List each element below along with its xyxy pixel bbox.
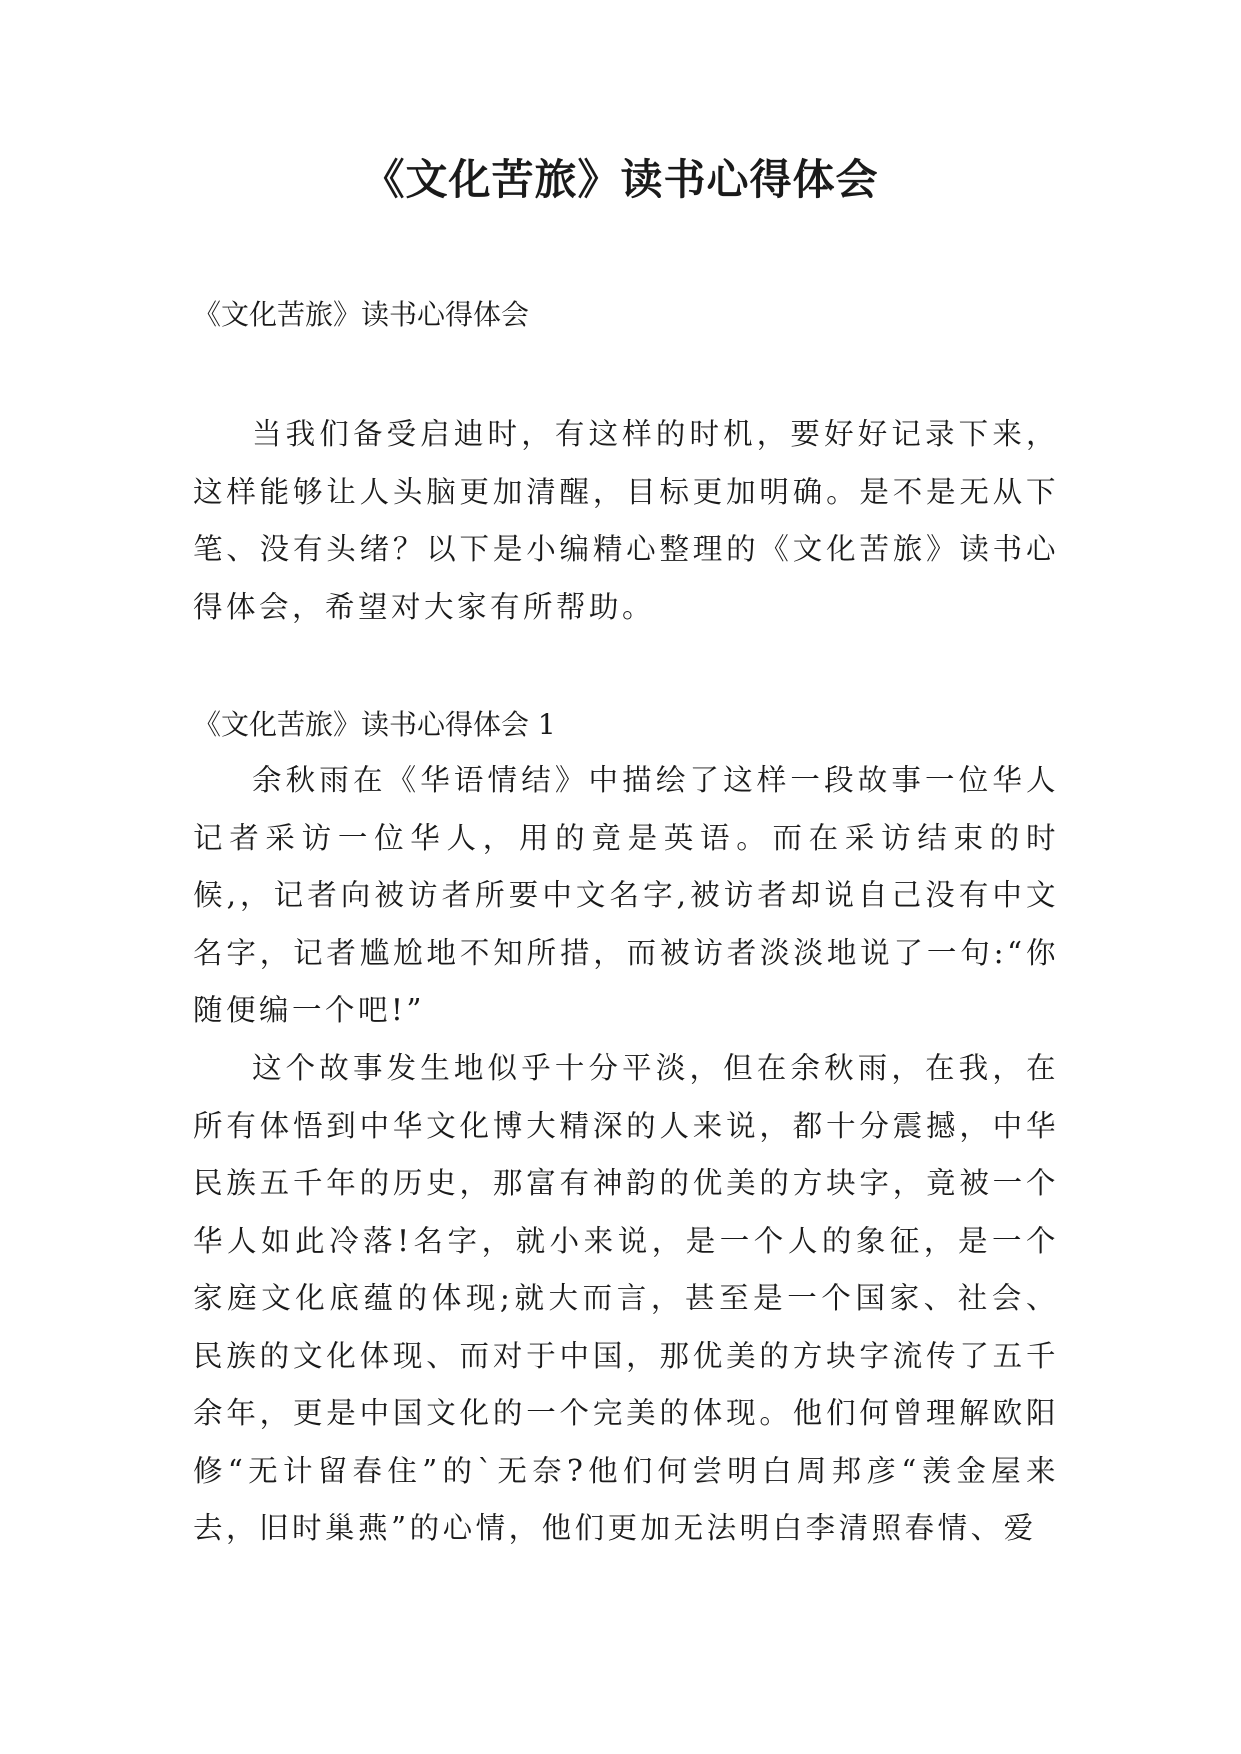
body-paragraph: 这个故事发生地似乎十分平淡，但在余秋雨，在我，在所有体悟到中华文化博大精深的人来说，都十分震撼，中华民族五千年的历史，那富有神韵的优美的方块字，竟被一个华人如此冷落!名字，就小来说，是一个人的象征，是一个家庭文化底蕴的体现;就大而言，甚至是一个国家、社会、民族的文化体现、而对于中国，那优美的方块字流传了五千余年，更是中国文化的一个完美的体现。他们何曾理解欧阳修“无计留春住”的`无奈?他们何尝明白周邦彦“羡金屋来去，旧时巢燕”的心情，他们更加无法明白李清照春情、爱 [193,1051,1059,1545]
section-heading: 《文化苦旅》读书心得体会 1 [193,708,556,741]
document-subtitle: 《文化苦旅》读书心得体会 [193,298,530,331]
document-title: 《文化苦旅》读书心得体会 [362,155,879,204]
body-paragraph: 余秋雨在《华语情结》中描绘了这样一段故事一位华人记者采访一位华人，用的竟是英语。而在采访结束的时候,，记者向被访者所要中文名字,被访者却说自己没有中文名字，记者尴尬地不知所措，而被访者淡淡地说了一句:“你随便编一个吧!” [193,763,1059,1027]
intro-paragraph: 当我们备受启迪时，有这样的时机，要好好记录下来，这样能够让人头脑更加清醒，目标更加明确。是不是无从下笔、没有头绪？以下是小编精心整理的《文化苦旅》读书心得体会，希望对大家有所帮助。 [193,417,1059,624]
